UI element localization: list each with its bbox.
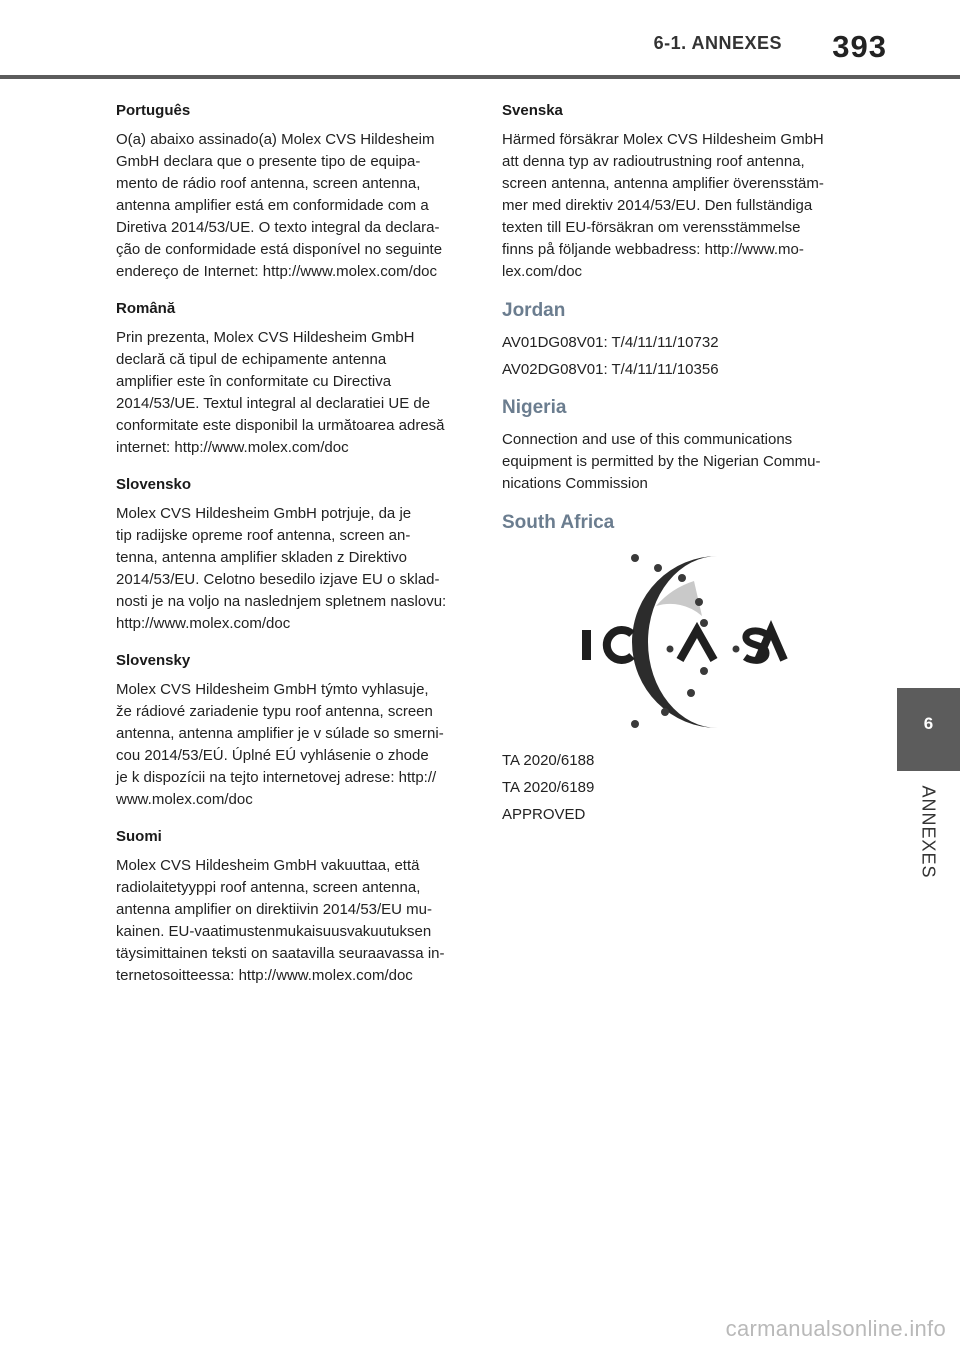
section-title: 6-1. ANNEXES (653, 33, 782, 53)
chapter-side-label: ANNEXES (918, 785, 939, 879)
language-heading: Svenska (502, 102, 563, 119)
approval-number: AV02DG08V01: T/4/11/11/10356 (502, 361, 719, 378)
declaration-text: Prin prezenta, Molex CVS Hildesheim GmbH declară că tipul de echipamente antenna amplifier este în conformitate cu Directiva 2014/53/UE. Textul integral al declaratiei UE de conformitate este disponibil la următoarea adresă internet: http://www.molex.com/doc (116, 329, 445, 456)
section-slovensko (116, 474, 471, 635)
language-heading: Slovensky (116, 652, 191, 669)
section-south-africa (502, 510, 848, 826)
declaration-text: Molex CVS Hildesheim GmbH týmto vyhlasuje, že rádiové zariadenie typu roof antenna, screen antenna, antenna amplifier je v súlade so smerni- cou 2014/53/EÚ. Úplné EÚ vyhlásenie o zhode je k dispozícii na tejto internetovej adrese: http:// www.molex.com/doc (116, 681, 444, 808)
header-divider (0, 75, 960, 79)
icasa-logo (570, 546, 790, 736)
country-heading: South Africa (502, 512, 615, 533)
country-heading: Nigeria (502, 397, 567, 418)
section-romana (116, 298, 471, 459)
declaration-text: Molex CVS Hildesheim GmbH vakuuttaa, että radiolaitetyyppi roof antenna, screen antenna, antenna amplifier on direktiivin 2014/53/EU mu- kainen. EU-vaatimustenmukaisuusvakuutuksen täysimittainen teksti on saatavilla seuraavassa in- ternetosoitteessa: http://www.molex.com/doc (116, 857, 445, 984)
chapter-tab-number: 6 (923, 714, 934, 733)
declaration-text: Molex CVS Hildesheim GmbH potrjuje, da je tip radijske opreme roof antenna, screen an- tenna, antenna amplifier skladen z Direktivo 2014/53/EU. Celotno besedilo izjave EU o sklad- nosti je na voljo na naslednjem spletnem naslovu: http://www.molex.com/doc (116, 505, 447, 632)
section-suomi (116, 826, 471, 987)
declaration-text: O(a) abaixo assinado(a) Molex CVS Hildesheim GmbH declara que o presente tipo de equipa- mento de rádio roof antenna, screen antenna, antenna amplifier está em conformidade com a Diretiva 2014/53/UE. O texto integral da declara- ção de conformidade está disponível no seguinte endereço de Internet: http://www.molex.com/doc (116, 131, 443, 280)
section-portugues (116, 100, 471, 283)
declaration-text: Härmed försäkrar Molex CVS Hildesheim GmbH att denna typ av radioutrustning roof antenna, screen antenna, antenna amplifier överensstäm- mer med direktiv 2014/53/EU. Den fullständiga texten till EU-försäkran om verensstämmelse finns på följande webbadress: http://www.mo- lex.com/doc (502, 131, 824, 280)
page-number: 393 (832, 29, 887, 64)
nigeria-text: Connection and use of this communications equipment is permitted by the Nigerian Commu- nications Commission (502, 431, 821, 492)
type-approval-number: TA 2020/6189 (502, 779, 595, 796)
section-svenska (502, 100, 848, 283)
right-column (502, 100, 848, 831)
approval-status: APPROVED (502, 806, 586, 823)
section-nigeria (502, 395, 848, 495)
language-heading: Slovensko (116, 476, 192, 493)
language-heading: Română (116, 300, 176, 317)
section-slovensky (116, 650, 471, 811)
watermark: carmanualsonline.info (725, 1316, 946, 1341)
left-column (116, 100, 471, 1002)
chapter-tab (897, 688, 960, 771)
country-heading: Jordan (502, 300, 566, 321)
language-heading: Suomi (116, 828, 162, 845)
section-jordan (502, 298, 848, 381)
language-heading: Português (116, 102, 191, 119)
type-approval-number: TA 2020/6188 (502, 752, 595, 769)
approval-number: AV01DG08V01: T/4/11/11/10732 (502, 334, 719, 351)
